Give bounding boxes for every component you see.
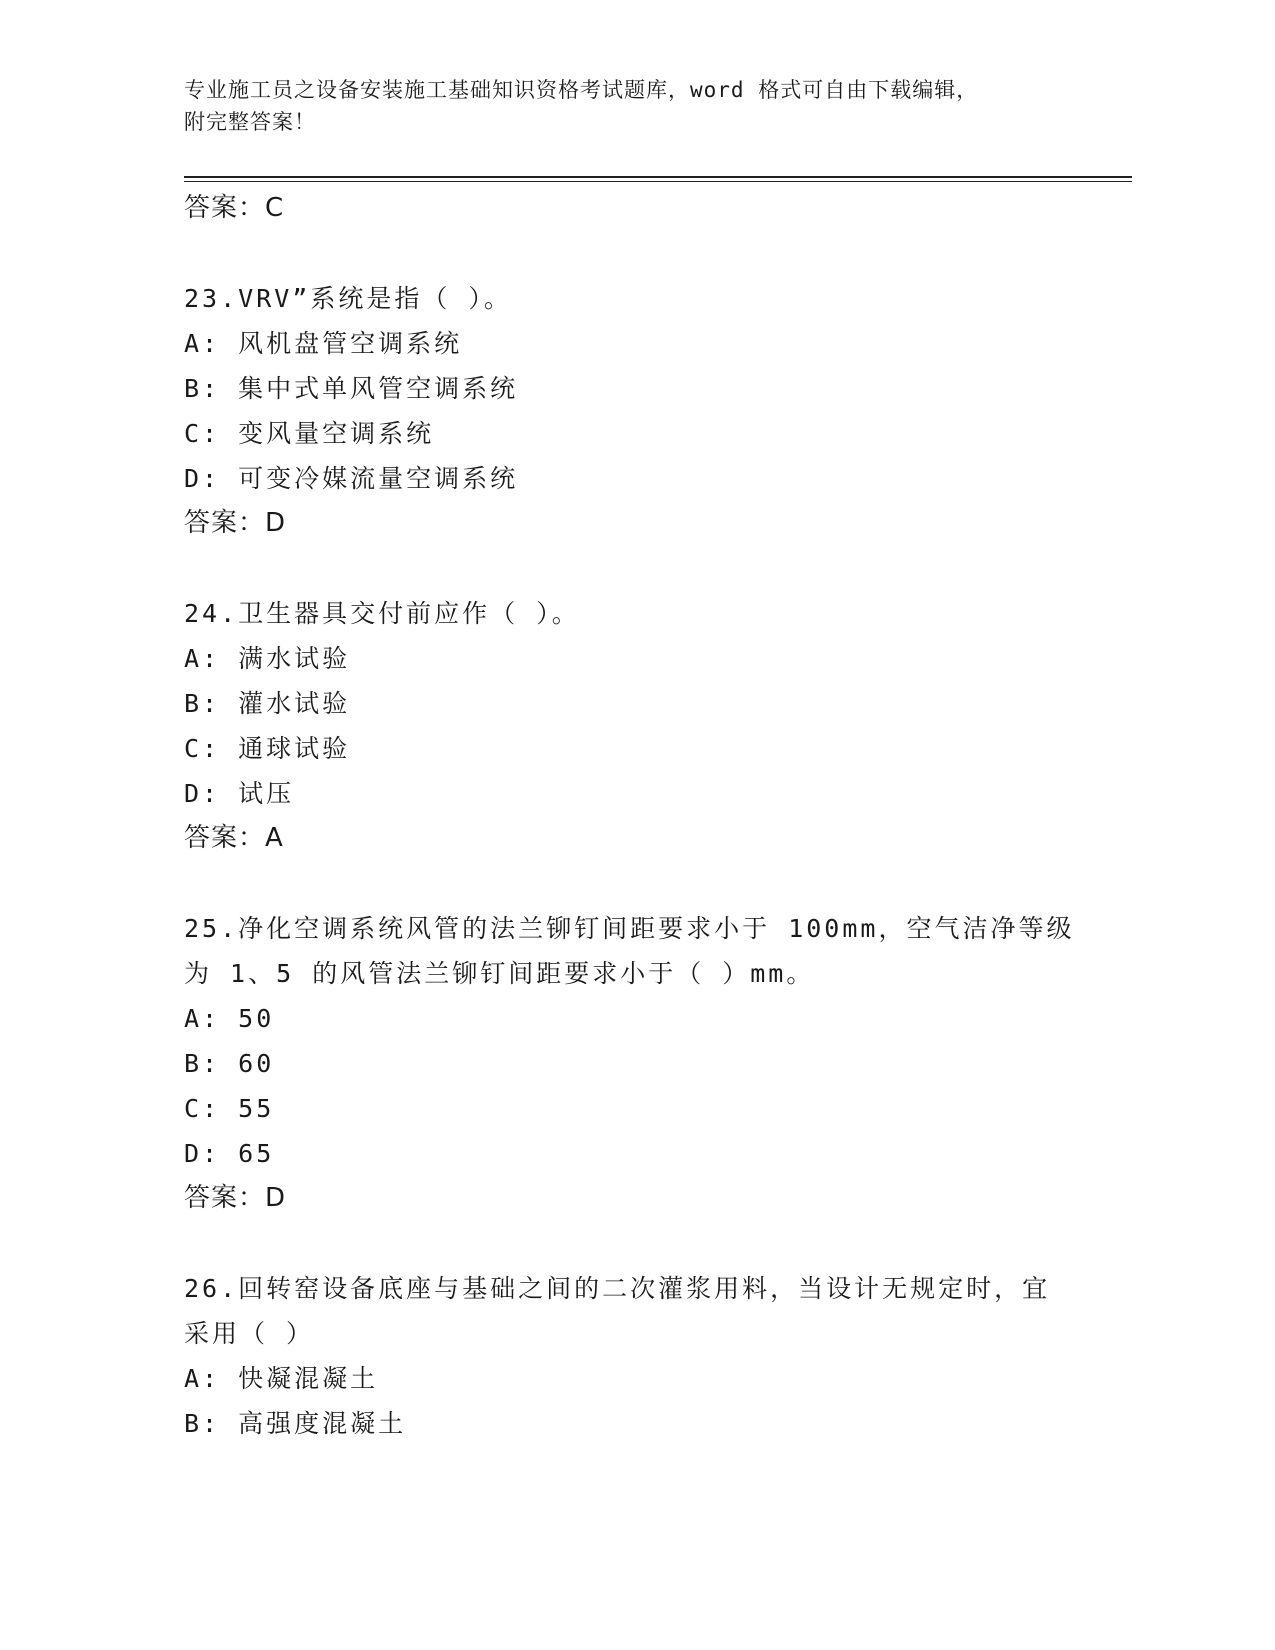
option-d: D: 试压: [184, 779, 295, 808]
question-block: [184, 276, 1084, 546]
document-header: [184, 74, 1064, 138]
answer-line: 答案：A: [184, 823, 284, 853]
question-stem: 24.卫生器具交付前应作（ ）。: [184, 599, 580, 628]
question-stem: 23.VRV”系统是指（ ）。: [184, 284, 512, 313]
option-a: A: 满水试验: [184, 644, 351, 673]
question-list: [184, 186, 1084, 1446]
option-b: B: 高强度混凝土: [184, 1409, 407, 1438]
option-b: B: 集中式单风管空调系统: [184, 374, 519, 403]
option-b: B: 灌水试验: [184, 689, 351, 718]
option-a: A: 风机盘管空调系统: [184, 329, 463, 358]
header-line-1: 专业施工员之设备安装施工基础知识资格考试题库，word 格式可自由下载编辑，: [184, 78, 979, 102]
option-a: A: 快凝混凝土: [184, 1364, 379, 1393]
option-d: D: 65: [184, 1139, 275, 1168]
question-stem: 25.净化空调系统风管的法兰铆钉间距要求小于 100mm，空气洁净等级: [184, 914, 1075, 943]
option-c: C: 变风量空调系统: [184, 419, 435, 448]
question-stem: 26.回转窑设备底座与基础之间的二次灌浆用料，当设计无规定时，宜: [184, 1274, 1051, 1303]
option-b: B: 60: [184, 1049, 275, 1078]
question-block: [184, 591, 1084, 861]
option-d: D: 可变冷媒流量空调系统: [184, 464, 519, 493]
option-c: C: 通球试验: [184, 734, 351, 763]
question-stem-continued: 采用（ ）: [184, 1319, 315, 1348]
question-block: [184, 1266, 1084, 1446]
option-c: C: 55: [184, 1094, 275, 1123]
header-line-2: 附完整答案！: [184, 110, 316, 134]
answer-line: 答案：C: [184, 193, 285, 223]
answer-line: 答案：D: [184, 508, 287, 538]
option-a: A: 50: [184, 1004, 275, 1033]
header-divider: [184, 176, 1132, 178]
answer-line: 答案：D: [184, 1183, 287, 1213]
question-stem-continued: 为 1、5 的风管法兰铆钉间距要求小于（ ）mm。: [184, 959, 815, 988]
header-divider-thin: [184, 181, 1132, 182]
question-block: [184, 906, 1084, 1221]
